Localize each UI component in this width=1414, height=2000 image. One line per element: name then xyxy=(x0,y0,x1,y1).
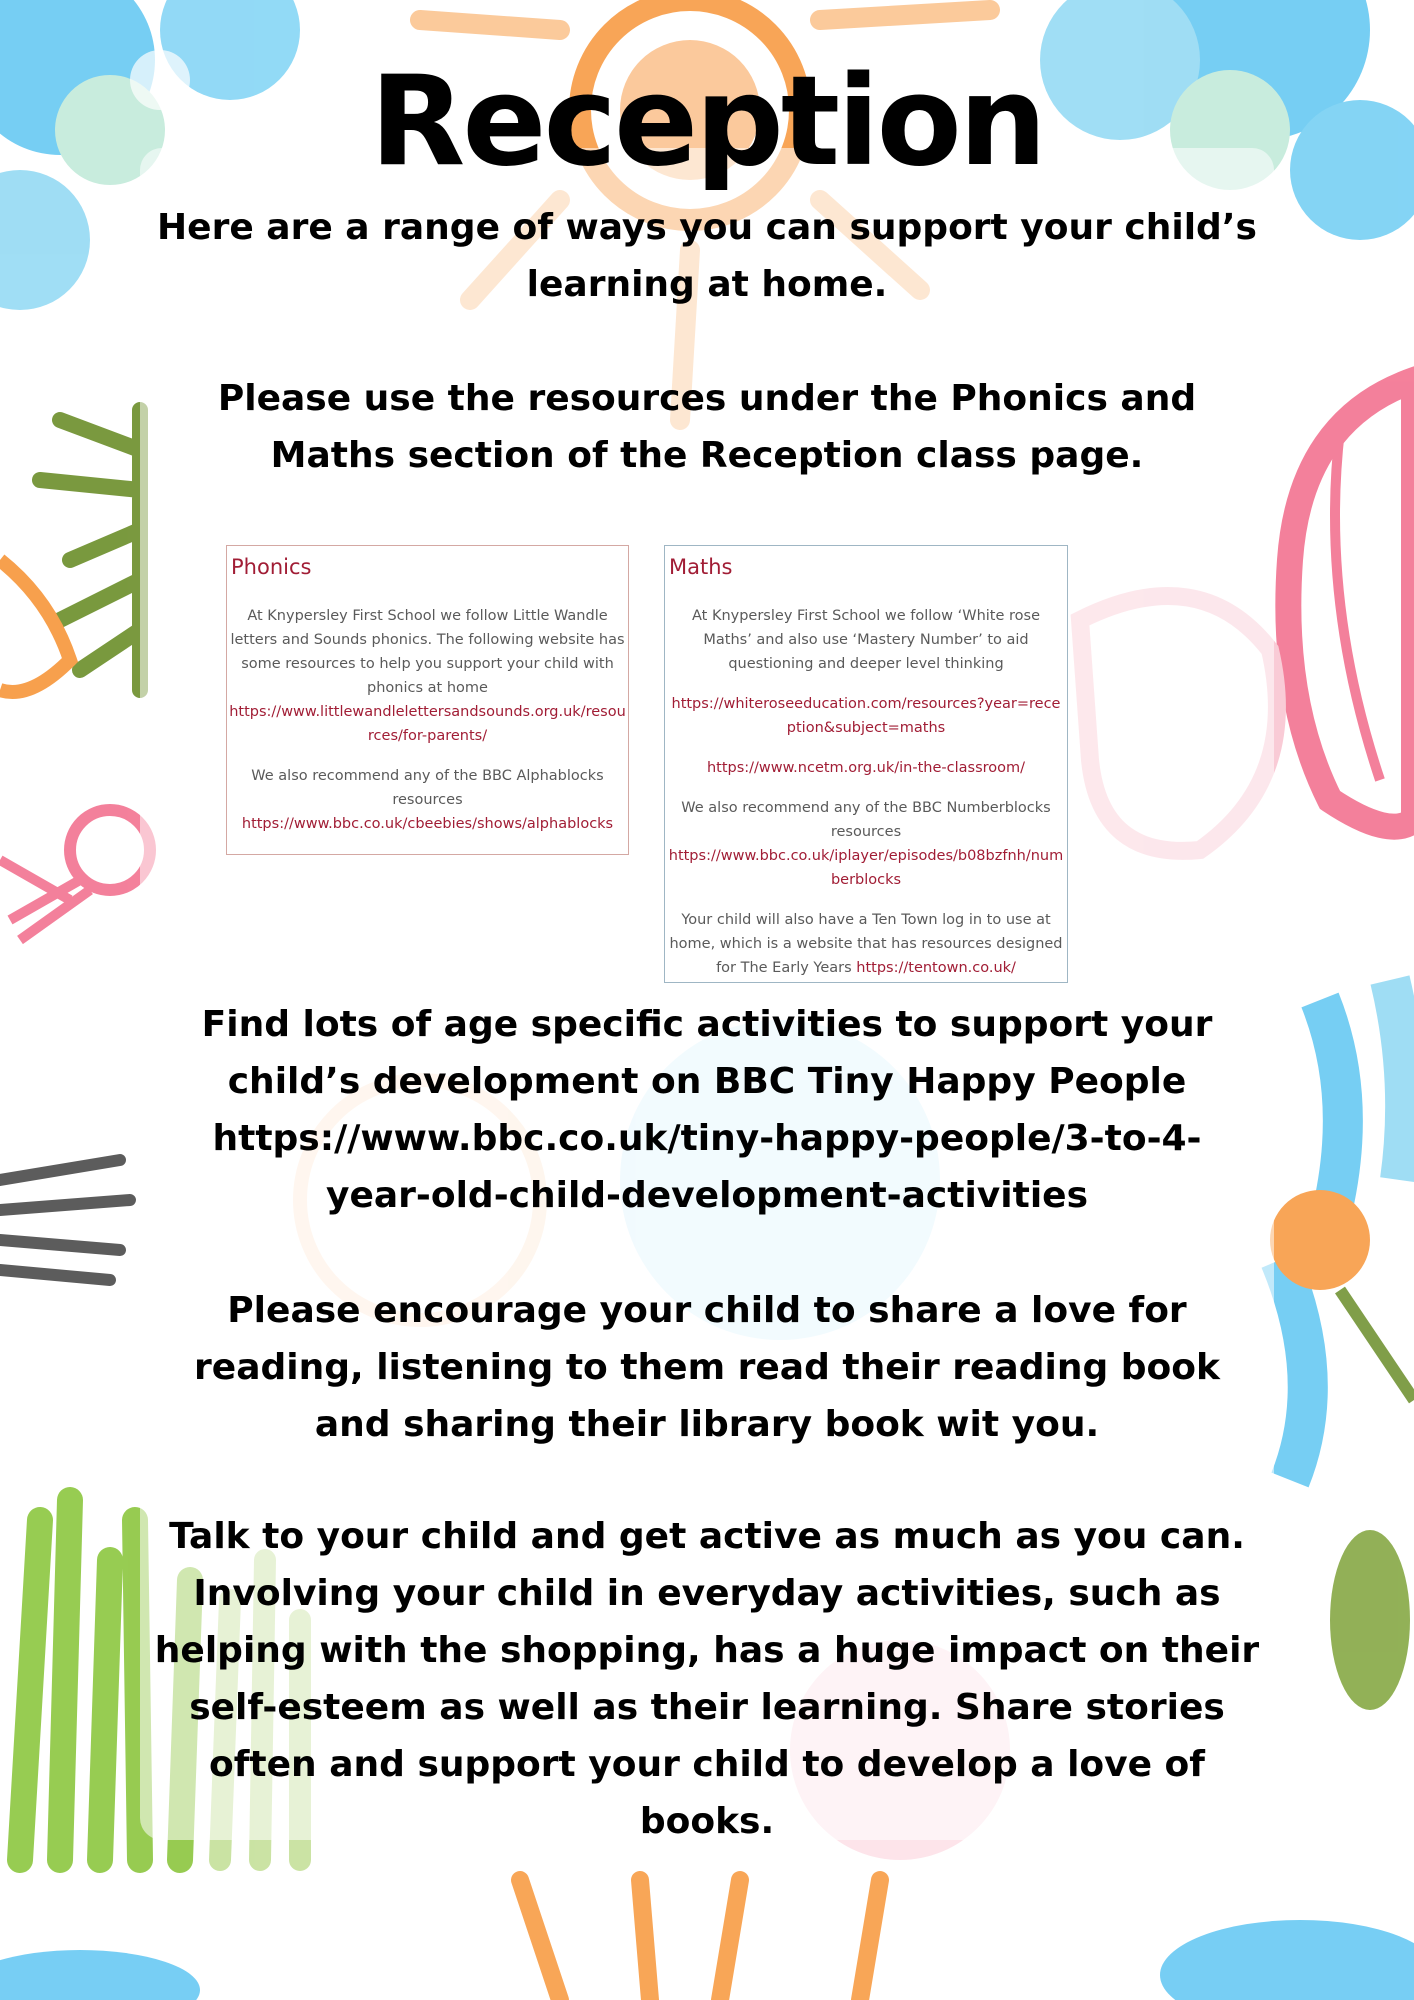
maths-box xyxy=(664,545,1068,983)
maths-link-numberblocks[interactable]: https://www.bbc.co.uk/iplayer/episodes/b08bzfnh/numberblocks xyxy=(668,848,1064,888)
intro-line-2: Please use the resources under the Phonics and Maths section of the Reception class page. xyxy=(217,378,1197,476)
phonics-text-2 xyxy=(229,764,626,836)
maths-text-1: At Knypersley First School we follow ‘White rose Maths’ and also use ‘Mastery Number’ to aid questioning and deeper level thinking xyxy=(691,608,1041,672)
phonics-link-little-wandle[interactable]: https://www.littlewandlelettersandsounds.org.uk/resources/for-parents/ xyxy=(229,704,626,744)
reading-paragraph: Please encourage your child to share a love for reading, listening to them read their reading book and sharing their library book wit you. xyxy=(194,1290,1220,1445)
maths-text-3-body: Your child will also have a Ten Town log in to use at home, which is a website that has resources designed for The Early Years xyxy=(669,912,1063,976)
page-title: Reception xyxy=(369,50,1045,194)
phonics-text-1: At Knypersley First School we follow Little Wandle letters and Sounds phonics. The following website has some resources to help you support your child with phonics at home xyxy=(230,608,625,696)
intro-line-1: Here are a range of ways you can support your child’s learning at home. xyxy=(157,207,1257,305)
maths-text-2 xyxy=(667,796,1065,892)
phonics-text-2-body: We also recommend any of the BBC Alphablocks resources xyxy=(251,768,604,808)
tiny-happy-people-paragraph: Find lots of age specific activities to support your child’s development on BBC Tiny Happy People https://www.bbc.co.uk/tiny-happy-people/3-to-4-year-old-child-development-activities xyxy=(201,1004,1213,1216)
maths-text-2-body: We also recommend any of the BBC Numberblocks resources xyxy=(681,800,1051,840)
phonics-link-alphablocks[interactable]: https://www.bbc.co.uk/cbeebies/shows/alphablocks xyxy=(241,816,614,832)
maths-text-3 xyxy=(667,908,1065,980)
maths-link-ten-town[interactable]: https://tentown.co.uk/ xyxy=(856,960,1016,976)
maths-heading: Maths xyxy=(669,555,733,579)
phonics-box xyxy=(226,545,629,855)
phonics-heading: Phonics xyxy=(231,555,312,579)
get-active-paragraph: Talk to your child and get active as much as you can. Involving your child in everyday activities, such as helping with the shopping, has a huge impact on their self-esteem as well as their learning. Share stories often and support your child to develop a love of books. xyxy=(154,1516,1260,1842)
maths-link-ncetm[interactable]: https://www.ncetm.org.uk/in-the-classroom/ xyxy=(706,760,1026,776)
maths-link-white-rose[interactable]: https://whiteroseeducation.com/resources?year=reception&subject=maths xyxy=(671,696,1061,736)
